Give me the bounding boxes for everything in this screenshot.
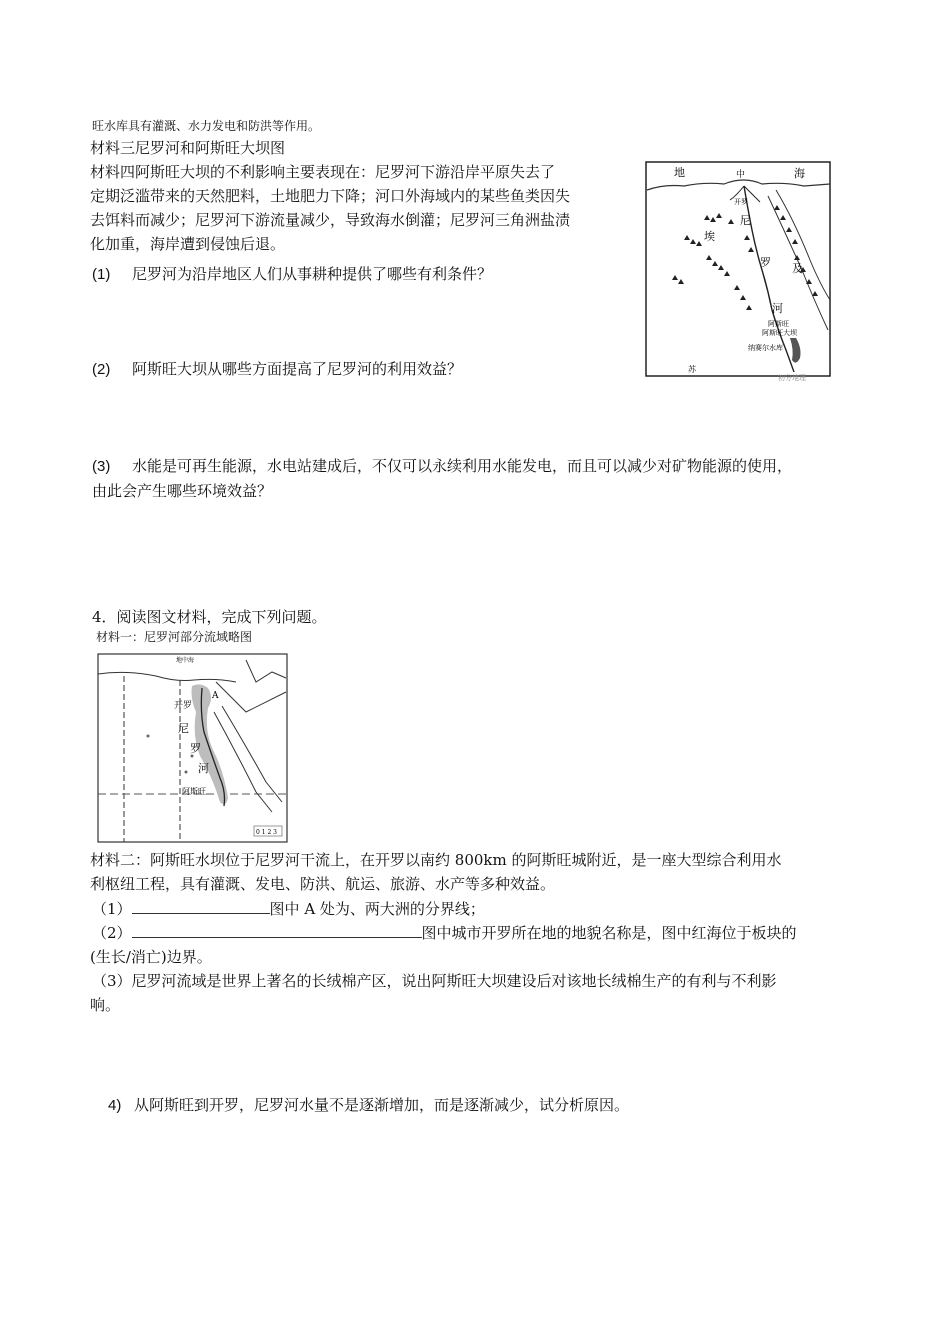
section4-material1-title: 材料一：尼罗河部分流域略图 bbox=[96, 630, 253, 644]
section4-question-1 bbox=[92, 897, 485, 921]
section4-question-2 bbox=[92, 921, 797, 945]
map2-label-luo: 罗 bbox=[190, 742, 201, 755]
map1-label-ji: 及 bbox=[792, 262, 803, 275]
question-number: 4) bbox=[108, 1097, 122, 1114]
map2-label-sea: 地中海 bbox=[176, 657, 195, 664]
section4-question-2-cont: (生长/消亡)边界。 bbox=[90, 948, 212, 966]
question-number: (3) bbox=[92, 458, 111, 475]
map1-label-di: 地 bbox=[674, 166, 685, 179]
material2-line: 利枢纽工程，具有灌溉、发电、防洪、航运、旅游、水产等多种效益。 bbox=[90, 875, 556, 893]
map1-watermark: 初分地理 bbox=[778, 374, 806, 382]
map2-label-scale: 0 1 2 3 bbox=[256, 829, 277, 836]
map1-label-aswan: 阿斯旺 bbox=[768, 320, 789, 328]
section4-question-3: （3）尼罗河流域是世界上著名的长绒棉产区，说出阿斯旺大坝建设后对该地长绒棉生产的有利与不利影 bbox=[92, 972, 777, 990]
nile-aswan-map-svg bbox=[644, 160, 840, 382]
material2-line: 材料二：阿斯旺水坝位于尼罗河干流上，在开罗以南约 800km 的阿斯旺城附近，是一座大型综合利用水 bbox=[90, 851, 782, 869]
section4-question-3-cont: 响。 bbox=[90, 996, 121, 1014]
question-2 bbox=[92, 358, 462, 379]
question-text: 阿斯旺大坝从哪些方面提高了尼罗河的利用效益？ bbox=[132, 360, 463, 378]
question-text: 图中 A 处为、两大洲的分界线； bbox=[269, 900, 485, 918]
map1-label-dam: 阿斯旺大坝 bbox=[762, 329, 797, 337]
map2-label-a: A bbox=[212, 691, 219, 701]
section4-question-4 bbox=[108, 1094, 629, 1115]
map1-label-luo: 罗 bbox=[760, 256, 771, 269]
question-text: 尼罗河为沿岸地区人们从事耕种提供了哪些有利条件？ bbox=[132, 265, 493, 283]
map1-label-ai: 埃 bbox=[704, 230, 715, 243]
material3-title: 材料三尼罗河和阿斯旺大坝图 bbox=[90, 139, 286, 157]
question-text: 从阿斯旺到开罗，尼罗河水量不是逐渐增加，而是逐渐减少，试分析原因。 bbox=[134, 1096, 630, 1114]
question-number: （2） bbox=[92, 924, 132, 942]
section4-title: 4．阅读图文材料，完成下列问题。 bbox=[92, 608, 327, 626]
map1-label-ni: 尼 bbox=[740, 214, 751, 227]
top-note: 旺水库具有灌溉、水力发电和防洪等作用。 bbox=[92, 119, 321, 133]
map2-label-he: 河 bbox=[198, 762, 209, 775]
question-number: (2) bbox=[92, 361, 111, 378]
map1-label-zhong: 中 bbox=[736, 170, 746, 180]
answer-blank[interactable] bbox=[132, 899, 270, 914]
question-3 bbox=[92, 455, 792, 476]
question-number: （1） bbox=[92, 900, 132, 918]
question-3-cont: 由此会产生哪些环境效益？ bbox=[92, 482, 273, 500]
material4-line: 化加重，海岸遭到侵蚀后退。 bbox=[90, 235, 286, 253]
nile-basin-map bbox=[96, 652, 291, 846]
map2-label-kailuo: 开罗 bbox=[174, 701, 193, 711]
nile-aswan-map bbox=[644, 160, 840, 382]
map2-label-aswan: 阿斯旺 bbox=[182, 787, 206, 796]
section4-material2 bbox=[90, 848, 781, 896]
question-text: 图中城市开罗所在地的地貌名称是，图中红海位于板块的 bbox=[421, 924, 797, 942]
material4-paragraph bbox=[90, 160, 570, 256]
question-number: (1) bbox=[92, 266, 111, 283]
map1-label-hai: 海 bbox=[794, 167, 805, 180]
map1-label-bottom: 苏 bbox=[688, 365, 696, 374]
question-text: 水能是可再生能源，水电站建成后，不仅可以永续利用水能发电，而且可以减少对矿物能源的使用， bbox=[132, 457, 793, 475]
map1-label-lake: 纳赛尔水库 bbox=[748, 344, 783, 352]
material4-line: 定期泛滥带来的天然肥料，土地肥力下降；河口外海域内的某些鱼类因失 bbox=[90, 187, 571, 205]
material4-line: 去饵料而减少；尼罗河下游流量减少，导致海水倒灌；尼罗河三角洲盐渍 bbox=[90, 211, 571, 229]
map1-label-kailuo: 开罗 bbox=[734, 198, 748, 206]
question-1 bbox=[92, 263, 492, 284]
nile-basin-map-svg bbox=[96, 652, 291, 846]
answer-blank[interactable] bbox=[132, 923, 422, 938]
map2-label-ni: 尼 bbox=[178, 722, 189, 735]
material4-line: 材料四阿斯旺大坝的不利影响主要表现在：尼罗河下游沿岸平原失去了 bbox=[90, 163, 556, 181]
map1-label-he: 河 bbox=[772, 302, 783, 315]
